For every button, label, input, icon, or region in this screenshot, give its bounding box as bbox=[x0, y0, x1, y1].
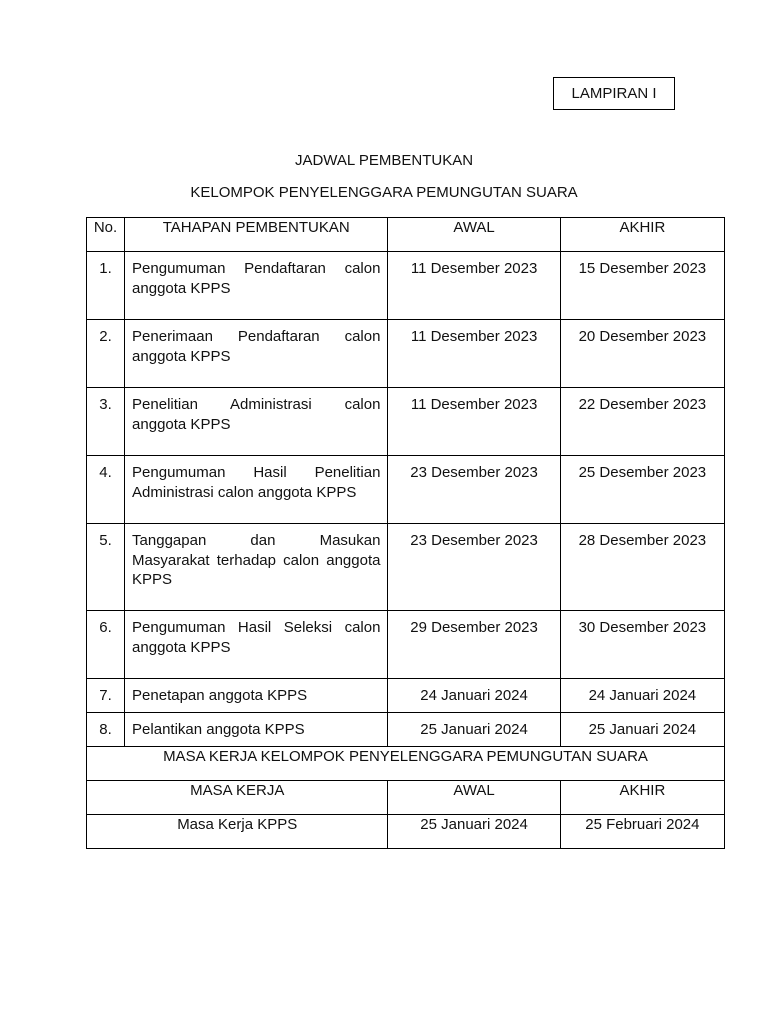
term-header-start: AWAL bbox=[388, 781, 560, 815]
table-row bbox=[87, 456, 725, 524]
row-end-date: 24 Januari 2024 bbox=[560, 679, 724, 713]
attachment-label: LAMPIRAN I bbox=[553, 77, 675, 110]
term-header-end: AKHIR bbox=[560, 781, 724, 815]
table-row bbox=[87, 388, 725, 456]
term-start-date: 25 Januari 2024 bbox=[388, 815, 560, 849]
schedule-table bbox=[86, 217, 725, 849]
row-number: 5. bbox=[87, 524, 125, 611]
row-stage: Pelantikan anggota KPPS bbox=[125, 713, 388, 747]
header-stage: TAHAPAN PEMBENTUKAN bbox=[125, 218, 388, 252]
row-start-date: 25 Januari 2024 bbox=[388, 713, 560, 747]
row-number: 1. bbox=[87, 252, 125, 320]
row-number: 8. bbox=[87, 713, 125, 747]
row-start-date: 29 Desember 2023 bbox=[388, 611, 560, 679]
row-stage: Pengumuman Pendaftaran calon anggota KPPS bbox=[125, 252, 388, 320]
row-stage: Penerimaan Pendaftaran calon anggota KPPS bbox=[125, 320, 388, 388]
term-row bbox=[87, 815, 725, 849]
row-start-date: 11 Desember 2023 bbox=[388, 388, 560, 456]
table-row bbox=[87, 611, 725, 679]
term-label: Masa Kerja KPPS bbox=[87, 815, 388, 849]
header-end: AKHIR bbox=[560, 218, 724, 252]
row-number: 4. bbox=[87, 456, 125, 524]
row-end-date: 20 Desember 2023 bbox=[560, 320, 724, 388]
term-section-title: MASA KERJA KELOMPOK PENYELENGGARA PEMUNGUTAN SUARA bbox=[87, 747, 725, 781]
row-stage: Penelitian Administrasi calon anggota KPPS bbox=[125, 388, 388, 456]
row-stage: Pengumuman Hasil Penelitian Administrasi calon anggota KPPS bbox=[125, 456, 388, 524]
term-end-date: 25 Februari 2024 bbox=[560, 815, 724, 849]
row-start-date: 23 Desember 2023 bbox=[388, 524, 560, 611]
table-header-row bbox=[87, 218, 725, 252]
row-number: 6. bbox=[87, 611, 125, 679]
header-no: No. bbox=[87, 218, 125, 252]
document-title: JADWAL PEMBENTUKAN bbox=[294, 152, 474, 169]
header-start: AWAL bbox=[388, 218, 560, 252]
row-number: 7. bbox=[87, 679, 125, 713]
row-start-date: 24 Januari 2024 bbox=[388, 679, 560, 713]
row-start-date: 11 Desember 2023 bbox=[388, 252, 560, 320]
term-header-label: MASA KERJA bbox=[87, 781, 388, 815]
row-end-date: 30 Desember 2023 bbox=[560, 611, 724, 679]
row-start-date: 11 Desember 2023 bbox=[388, 320, 560, 388]
row-end-date: 22 Desember 2023 bbox=[560, 388, 724, 456]
table-row bbox=[87, 679, 725, 713]
row-end-date: 28 Desember 2023 bbox=[560, 524, 724, 611]
document-subtitle: KELOMPOK PENYELENGGARA PEMUNGUTAN SUARA bbox=[190, 184, 578, 201]
row-end-date: 15 Desember 2023 bbox=[560, 252, 724, 320]
table-row bbox=[87, 320, 725, 388]
table-row bbox=[87, 524, 725, 611]
table-row bbox=[87, 252, 725, 320]
row-number: 3. bbox=[87, 388, 125, 456]
row-stage: Penetapan anggota KPPS bbox=[125, 679, 388, 713]
row-number: 2. bbox=[87, 320, 125, 388]
row-end-date: 25 Januari 2024 bbox=[560, 713, 724, 747]
row-end-date: 25 Desember 2023 bbox=[560, 456, 724, 524]
term-header-row bbox=[87, 781, 725, 815]
row-stage: Pengumuman Hasil Seleksi calon anggota KPPS bbox=[125, 611, 388, 679]
term-section-title-row bbox=[87, 747, 725, 781]
row-stage: Tanggapan dan Masukan Masyarakat terhadap calon anggota KPPS bbox=[125, 524, 388, 611]
table-row bbox=[87, 713, 725, 747]
row-start-date: 23 Desember 2023 bbox=[388, 456, 560, 524]
